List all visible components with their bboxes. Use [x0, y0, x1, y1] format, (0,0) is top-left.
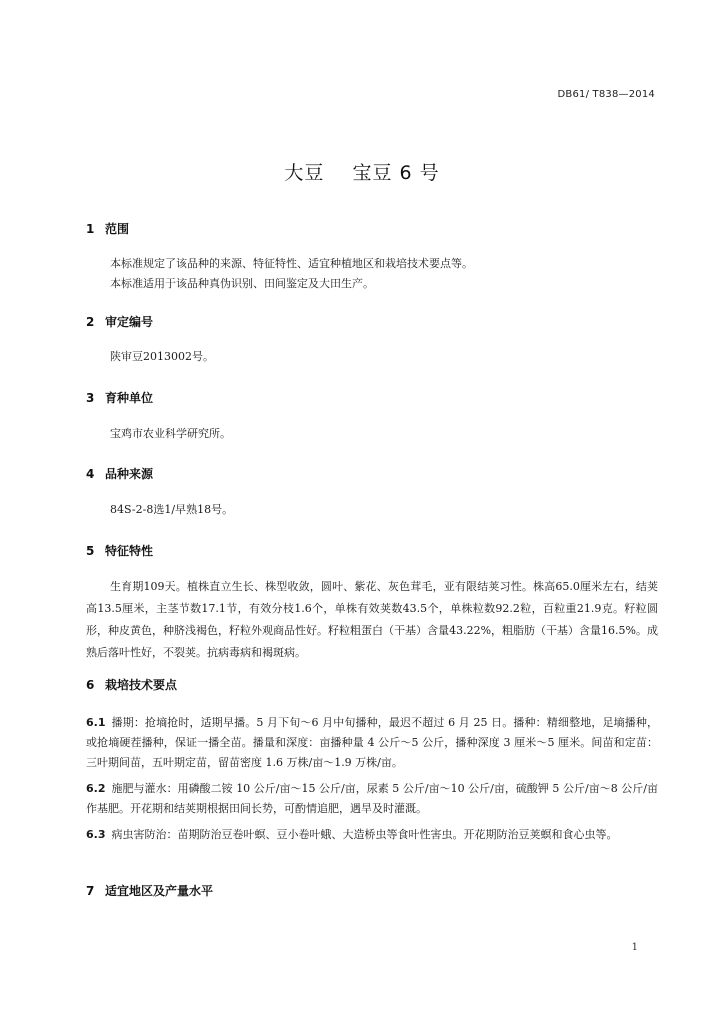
section-number: 7 — [86, 884, 95, 898]
section-title: 品种来源 — [105, 467, 154, 481]
section-scope — [86, 221, 658, 294]
page-number: 1 — [631, 942, 638, 953]
section-number: 1 — [86, 222, 95, 236]
section-number: 4 — [86, 467, 95, 481]
section-suitable-area — [86, 883, 658, 899]
subsection-text: 播期：抢墒抢时，适期早播。5 月下旬～6 月中旬播种，最迟不超过 6 月 25 日。播种：精细整地，足墒播种，或抢墒硬茬播种，保证一播全苗。播量和深度：亩播种量 4 公斤～5 公斤，播种深度 3 厘米～5 厘米。间苗和定苗：三叶期间苗，五叶期定苗，留苗密度 1.6 万株/亩～1.9 万株/亩。 — [86, 716, 658, 769]
section-title: 育种单位 — [105, 391, 154, 405]
standard-code: DB61/ T838—2014 — [557, 89, 655, 100]
section-heading — [86, 221, 658, 237]
section-title: 栽培技术要点 — [105, 678, 178, 692]
subsection-number: 6.2 — [86, 782, 106, 795]
subsection-fertilizing — [86, 779, 658, 819]
section-heading — [86, 466, 658, 482]
section-title: 审定编号 — [105, 315, 154, 329]
subsection-text: 病虫害防治：苗期防治豆卷叶螟、豆小卷叶蛾、大造桥虫等食叶性害虫。开花期防治豆荚螟和食心虫等。 — [111, 828, 618, 841]
section-title: 适宜地区及产量水平 — [105, 884, 214, 898]
scope-line: 本标准适用于该品种真伪识别、田间鉴定及大田生产。 — [110, 277, 374, 290]
section-number: 6 — [86, 678, 95, 692]
subsection-sowing — [86, 713, 658, 773]
section-heading — [86, 677, 658, 693]
breeding-unit-text: 宝鸡市农业科学研究所。 — [110, 427, 231, 440]
subsection-number: 6.1 — [86, 716, 106, 729]
section-title: 范围 — [105, 222, 130, 236]
section-cultivation — [86, 677, 658, 845]
scope-line: 本标准规定了该品种的来源、特征特性、适宜种植地区和栽培技术要点等。 — [110, 257, 473, 270]
section-breeding-unit — [86, 390, 658, 444]
characteristics-paragraph: 生育期109天。植株直立生长、株型收敛，圆叶、紫花、灰色茸毛，亚有限结荚习性。株高65.0厘米左右，结荚高13.5厘米，主茎节数17.1节，有效分枝1.6个，单株有效荚数43.5个，单株粒数92.2粒，百粒重21.9克。籽粒圆形，种皮黄色，种脐浅褐色，籽粒外观商品性好。籽粒粗蛋白（干基）含量43.22%，粗脂肪（干基）含量16.5%。成熟后落叶性好，不裂荚。抗病毒病和褐斑病。 — [86, 580, 658, 659]
section-heading — [86, 314, 658, 330]
section-heading — [86, 390, 658, 406]
section-number: 5 — [86, 544, 95, 558]
section-title: 特征特性 — [105, 544, 154, 558]
section-characteristics — [86, 543, 658, 664]
section-variety-source — [86, 466, 658, 520]
variety-source-text: 84S-2-8选1/早熟18号。 — [110, 503, 234, 516]
section-number: 3 — [86, 391, 95, 405]
section-number: 2 — [86, 315, 95, 329]
document-title: 大豆 宝豆 6 号 — [284, 162, 440, 184]
section-approval-number — [86, 314, 658, 367]
section-heading — [86, 883, 658, 899]
approval-number-text: 陕审豆2013002号。 — [110, 350, 214, 363]
subsection-text: 施肥与灌水：用磷酸二铵 10 公斤/亩～15 公斤/亩，尿素 5 公斤/亩～10 公斤/亩，硫酸钾 5 公斤/亩～8 公斤/亩作基肥。开花期和结荚期根据田间长势，可酌情追肥，遇旱及时灌溉。 — [86, 782, 658, 815]
subsection-number: 6.3 — [86, 828, 106, 841]
subsection-pest-control — [86, 825, 658, 845]
section-heading — [86, 543, 658, 559]
